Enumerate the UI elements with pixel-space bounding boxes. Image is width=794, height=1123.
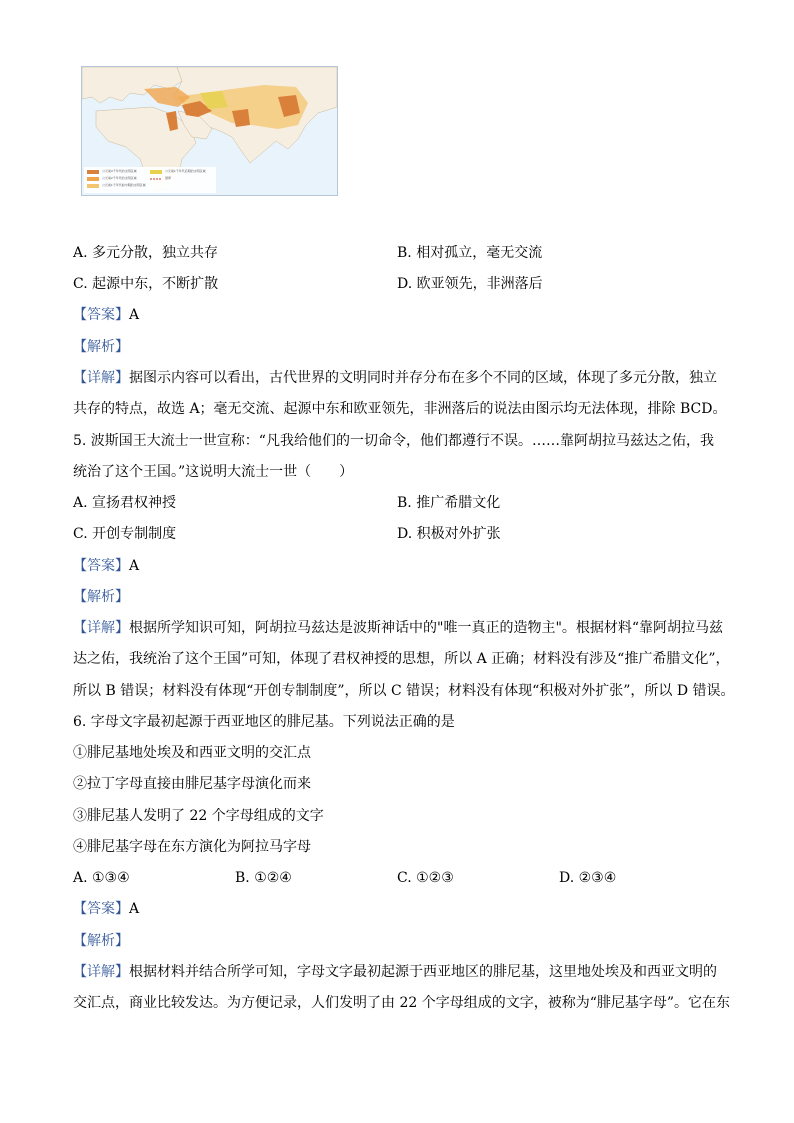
q4-answer xyxy=(73,305,139,325)
q5-option-b: B. 推广希腊文化 xyxy=(397,495,501,511)
legend-item: 公元前1千年代后期的文明区域 xyxy=(165,169,206,173)
legend-item: 国界 xyxy=(165,176,172,180)
q4-detail-line-2: 共存的特点，故选 A；毫无交流、起源中东和欧亚领先，非洲落后的说法由图示均无法体现，排除 BCD。 xyxy=(73,401,727,417)
q6-statement-1: ①腓尼基地处埃及和西亚文明的交汇点 xyxy=(73,745,311,761)
detail-text: 据图示内容可以看出，古代世界的文明同时并存分布在多个不同的区域，体现了多元分散，独立 xyxy=(129,370,717,386)
q5-answer xyxy=(73,556,139,576)
q5-detail-line-3: 所以 B 错误；材料没有体现“开创专制制度”，所以 C 错误；材料没有体现“积极对外扩张”，所以 D 错误。 xyxy=(73,683,735,699)
q4-detail-line-1 xyxy=(73,368,717,388)
q6-analysis-tag: 【解析】 xyxy=(73,933,129,949)
q5-option-a: A. 宣扬君权神授 xyxy=(73,495,177,511)
q4-option-d: D. 欧亚领先，非洲落后 xyxy=(397,276,543,292)
q5-analysis-tag: 【解析】 xyxy=(73,589,129,605)
q5-stem-line-2: 统治了这个王国。”这说明大流士一世（ ） xyxy=(73,464,354,480)
answer-tag: 【答案】 xyxy=(73,901,129,917)
q6-detail-line-1 xyxy=(73,962,717,982)
answer-value: A xyxy=(129,307,140,323)
q6-option-c: C. ①②③ xyxy=(397,870,454,886)
answer-tag: 【答案】 xyxy=(73,558,129,574)
q5-detail-line-2: 达之佑，我统治了这个王国”可知，体现了君权神授的思想，所以 A 正确；材料没有涉及“推广希腊文化”， xyxy=(73,651,730,667)
answer-value: A xyxy=(129,901,140,917)
q6-stem: 6. 字母文字最初起源于西亚地区的腓尼基。下列说法正确的是 xyxy=(73,714,455,730)
detail-tag: 【详解】 xyxy=(73,964,129,980)
detail-tag: 【详解】 xyxy=(73,620,129,636)
q5-stem-line-1: 5. 波斯国王大流士一世宣称：“凡我给他们的一切命令，他们都遵行不误。……靠阿胡拉马兹达之佑，我 xyxy=(73,433,714,449)
q4-option-c: C. 起源中东，不断扩散 xyxy=(73,276,219,292)
legend-item: 公元前3千年代的文明区域 xyxy=(102,169,137,173)
q6-answer xyxy=(73,899,139,919)
q5-option-c: C. 开创专制制度 xyxy=(73,526,177,542)
q5-option-d: D. 积极对外扩张 xyxy=(397,526,501,542)
q6-option-a: A. ①③④ xyxy=(73,870,130,886)
q5-detail-line-1 xyxy=(73,618,723,638)
detail-text: 根据材料并结合所学可知，字母文字最初起源于西亚地区的腓尼基，这里地处埃及和西亚文明的 xyxy=(129,964,717,980)
q4-analysis-tag: 【解析】 xyxy=(73,339,129,355)
q6-option-d: D. ②③④ xyxy=(559,870,617,886)
ancient-civilizations-map xyxy=(81,66,338,196)
detail-tag: 【详解】 xyxy=(73,370,129,386)
legend-item: 公元前2千年代的文明区域 xyxy=(102,176,137,180)
q6-statement-4: ④腓尼基字母在东方演化为阿拉马字母 xyxy=(73,839,311,855)
q6-statement-2: ②拉丁字母直接由腓尼基字母演化而来 xyxy=(73,776,311,792)
q6-statement-3: ③腓尼基人发明了 22 个字母组成的文字 xyxy=(73,808,324,824)
map-legend-right xyxy=(165,168,225,182)
detail-text: 根据所学知识可知，阿胡拉马兹达是波斯神话中的"唯一真正的造物主"。根据材料“靠阿胡拉马兹 xyxy=(129,620,724,636)
answer-value: A xyxy=(129,558,140,574)
q4-option-b: B. 相对孤立，毫无交流 xyxy=(397,245,543,261)
q4-option-a: A. 多元分散，独立共存 xyxy=(73,245,219,261)
legend-item: 公元前1千年代前中期的文明区域 xyxy=(102,183,146,187)
answer-tag: 【答案】 xyxy=(73,307,129,323)
q6-option-b: B. ①②④ xyxy=(235,870,292,886)
q6-detail-line-2: 交汇点，商业比较发达。为方便记录，人们发明了由 22 个字母组成的文字，被称为“腓尼基字母”。它在东 xyxy=(73,995,731,1011)
